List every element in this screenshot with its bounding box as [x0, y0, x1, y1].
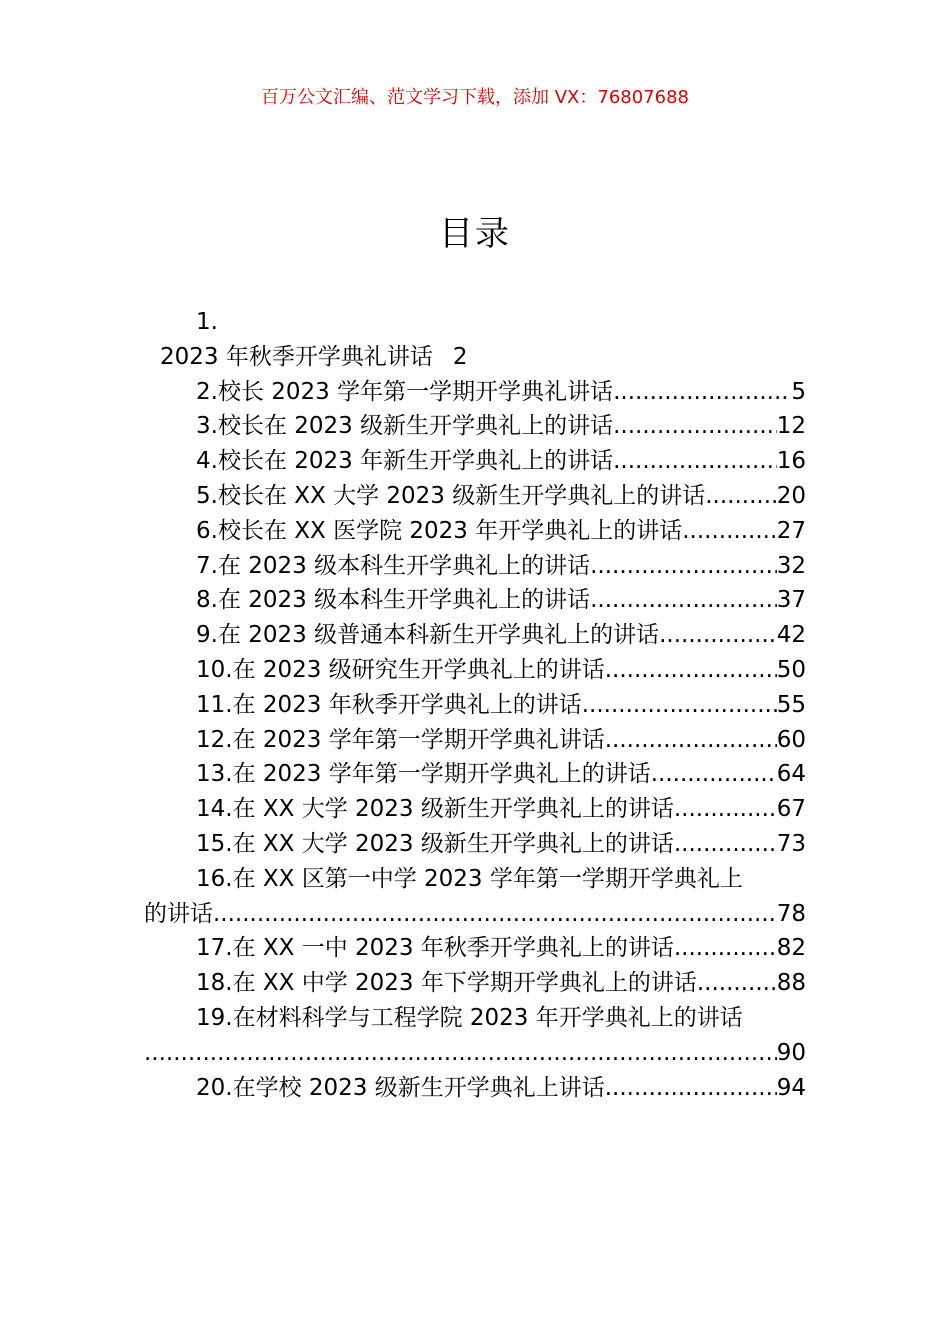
- toc-item-title: 7.在 2023 级本科生开学典礼上的讲话: [196, 552, 591, 579]
- toc-item-title: 8.在 2023 级本科生开学典礼上的讲话: [196, 587, 591, 614]
- toc-item-title: 5.校长在 XX 大学 2023 级新生开学典礼上的讲话: [196, 482, 706, 509]
- toc-item-page: 12: [776, 413, 806, 440]
- toc-item-page: 88: [776, 970, 806, 997]
- toc-item-20[interactable]: [144, 1071, 806, 1106]
- toc-item-5[interactable]: [144, 479, 806, 514]
- toc-item-page: 2: [452, 343, 468, 370]
- toc-item-title: 17.在 XX 一中 2023 年秋季开学典礼上的讲话: [196, 935, 674, 962]
- toc-leader-dots: [613, 409, 777, 444]
- toc-item-page: 55: [776, 691, 806, 718]
- toc-item-page: 90: [776, 1039, 806, 1066]
- toc-leader-dots: [590, 583, 777, 618]
- toc-item-page: 67: [776, 796, 806, 823]
- toc-item-7[interactable]: [144, 549, 806, 584]
- toc-item-number: 1.: [196, 309, 218, 335]
- toc-leader-dots: [682, 514, 776, 549]
- toc-item-18[interactable]: [144, 966, 806, 1001]
- toc-leader-dots: [613, 444, 777, 479]
- toc-leader-dots: [590, 549, 777, 584]
- toc-item-title: 11.在 2023 年秋季开学典礼上的讲话: [196, 691, 582, 718]
- toc-item-2[interactable]: [144, 375, 806, 410]
- toc-item-title: 20.在学校 2023 级新生开学典礼上讲话: [196, 1074, 605, 1101]
- toc-item-8[interactable]: [144, 583, 806, 618]
- toc-item-13[interactable]: [144, 757, 806, 792]
- toc-leader-dots: [697, 966, 777, 1001]
- toc-leader-dots: [674, 827, 777, 862]
- toc-item-title: 9.在 2023 级普通本科新生开学典礼上的讲话: [196, 622, 660, 649]
- document-title: 目录: [439, 214, 511, 254]
- toc-leader-dots: [613, 375, 791, 410]
- toc-item-page: 5: [791, 378, 806, 405]
- toc-item-page: 37: [776, 587, 806, 614]
- toc-item-3[interactable]: [144, 409, 806, 444]
- toc-item-title: 2023 年秋季开学典礼讲话: [160, 343, 433, 370]
- toc-item-title-continued: 的讲话: [144, 900, 213, 927]
- toc-leader-dots: [605, 723, 777, 758]
- toc-item-10[interactable]: [144, 653, 806, 688]
- toc-item-19-line2[interactable]: [144, 1036, 806, 1071]
- toc-item-title: 10.在 2023 级研究生开学典礼上的讲话: [196, 656, 605, 683]
- toc-leader-dots: [605, 653, 777, 688]
- toc-item-page: 42: [776, 622, 806, 649]
- toc-item-title: 4.校长在 2023 年新生开学典礼上的讲话: [196, 448, 614, 475]
- toc-item-page: 16: [776, 448, 806, 475]
- toc-leader-dots: [705, 479, 776, 514]
- toc-leader-dots: [651, 757, 777, 792]
- toc-item-15[interactable]: [144, 827, 806, 862]
- toc-item-9[interactable]: [144, 618, 806, 653]
- toc-item-1[interactable]: [144, 340, 806, 375]
- toc-leader-dots: [213, 897, 777, 932]
- toc-item-12[interactable]: [144, 723, 806, 758]
- toc-item-title: 12.在 2023 学年第一学期开学典礼讲话: [196, 726, 605, 753]
- toc-item-title: 3.校长在 2023 级新生开学典礼上的讲话: [196, 413, 614, 440]
- toc-leader-dots: [674, 931, 777, 966]
- toc-item-title: 16.在 XX 区第一中学 2023 学年第一学期开学典礼上: [196, 865, 743, 892]
- toc-leader-dots: [659, 618, 777, 653]
- toc-item-17[interactable]: [144, 931, 806, 966]
- toc-leader-dots: [582, 688, 777, 723]
- toc-item-page: 94: [776, 1074, 806, 1101]
- toc-item-16-line1[interactable]: [144, 862, 806, 897]
- toc-item-1-number-line: [144, 305, 806, 340]
- toc-item-page: 82: [776, 935, 806, 962]
- toc-item-title: 14.在 XX 大学 2023 级新生开学典礼上的讲话: [196, 796, 674, 823]
- toc-item-page: 73: [776, 830, 806, 857]
- toc-leader-dots: [144, 1036, 777, 1071]
- toc-item-16-line2[interactable]: [144, 897, 806, 932]
- toc-leader-dots: [605, 1071, 777, 1106]
- toc-item-title: 2.校长 2023 学年第一学期开学典礼讲话: [196, 378, 614, 405]
- header-note: 百万公文汇编、范文学习下载，添加 VX：76807688: [261, 87, 689, 108]
- toc-item-title: 18.在 XX 中学 2023 年下学期开学典礼上的讲话: [196, 970, 697, 997]
- toc-item-title: 15.在 XX 大学 2023 级新生开学典礼上的讲话: [196, 830, 674, 857]
- toc-item-page: 27: [776, 517, 806, 544]
- toc-item-page: 32: [776, 552, 806, 579]
- toc-item-title: 13.在 2023 学年第一学期开学典礼上的讲话: [196, 761, 651, 788]
- toc-item-page: 60: [776, 726, 806, 753]
- toc-item-11[interactable]: [144, 688, 806, 723]
- toc-item-page: 78: [776, 900, 806, 927]
- toc-item-4[interactable]: [144, 444, 806, 479]
- toc-item-title: 6.校长在 XX 医学院 2023 年开学典礼上的讲话: [196, 517, 683, 544]
- toc-item-title: 19.在材料科学与工程学院 2023 年开学典礼上的讲话: [196, 1004, 743, 1031]
- toc-item-14[interactable]: [144, 792, 806, 827]
- toc-item-6[interactable]: [144, 514, 806, 549]
- toc-leader-dots: [674, 792, 777, 827]
- toc-item-page: 20: [776, 482, 806, 509]
- toc-item-page: 50: [776, 656, 806, 683]
- table-of-contents: [144, 305, 806, 1105]
- toc-item-19-line1[interactable]: [144, 1001, 806, 1036]
- toc-item-page: 64: [776, 761, 806, 788]
